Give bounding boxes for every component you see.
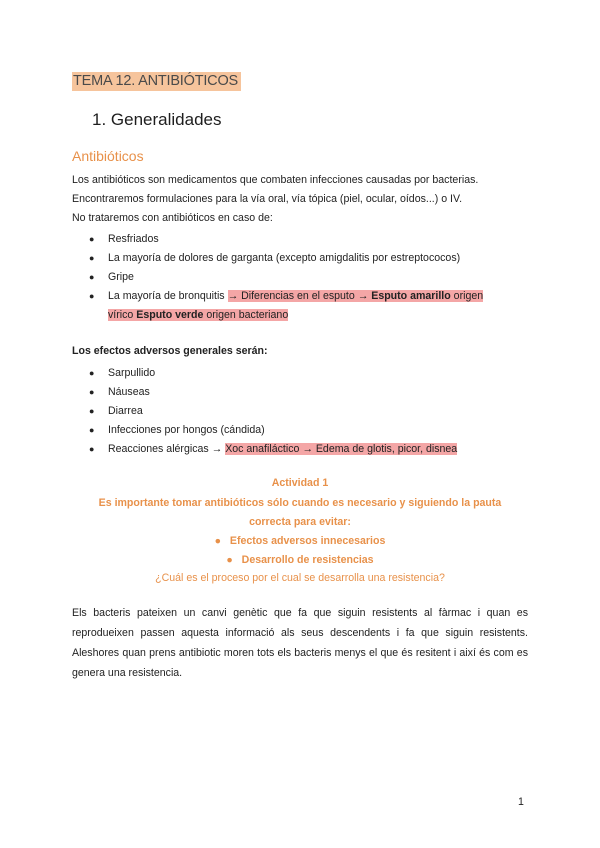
bullet-icon: ● xyxy=(89,387,95,397)
intro-paragraph xyxy=(72,171,478,228)
bullet-icon: ● xyxy=(89,425,95,435)
bullet-icon: ● xyxy=(226,554,233,566)
list-item: ● Diarrea xyxy=(88,402,457,421)
highlight: → Diferencias en el esputo → Esputo amarillo origen xyxy=(227,290,484,302)
highlight: Xoc anafiláctico → Edema de glotis, picor, disnea xyxy=(225,443,458,455)
list-item: ● La mayoría de dolores de garganta (excepto amigdalitis por estreptococos) xyxy=(88,249,483,268)
activity-question: ¿Cuál es el proceso por el cual se desarrolla una resistencia? xyxy=(155,572,445,584)
list-item: ● Resfriados xyxy=(88,230,483,249)
highlight: vírico Esputo verde origen bacteriano xyxy=(108,309,289,321)
list-item: ● Náuseas xyxy=(88,383,457,402)
list-item: ● Gripe xyxy=(88,268,483,287)
list-item: ● Reacciones alérgicas → Xoc anafiláctico → Edema de glotis, picor, disnea xyxy=(88,440,457,459)
intro-line: Los antibióticos son medicamentos que combaten infecciones causadas por bacterias. xyxy=(72,174,479,186)
list-item: ● La mayoría de bronquitis → Diferencias en el esputo → Esputo amarillo origen xyxy=(88,287,483,306)
bullet-icon: ● xyxy=(89,444,95,454)
bullet-icon: ● xyxy=(89,234,95,244)
intro-line: Encontraremos formulaciones para la vía oral, vía tópica (piel, ocular, oídos...) o IV. xyxy=(72,193,463,205)
intro-line: No trataremos con antibióticos en caso de: xyxy=(72,212,273,224)
subheading: Antibióticos xyxy=(72,148,144,164)
activity-title: Actividad 1 xyxy=(271,477,329,489)
page-title: TEMA 12. ANTIBIÓTICOS xyxy=(72,72,241,91)
bullet-icon: ● xyxy=(89,253,95,263)
bullet-icon: ● xyxy=(89,272,95,282)
page-number: 1 xyxy=(518,796,524,808)
adverse-heading: Los efectos adversos generales serán: xyxy=(72,345,268,357)
activity-line: correcta para evitar: xyxy=(249,516,351,528)
bullet-icon: ● xyxy=(214,535,222,547)
bullet-icon: ● xyxy=(89,368,95,378)
adverse-list xyxy=(88,364,457,459)
activity-bullet: ● Efectos adversos innecesarios xyxy=(214,535,386,547)
bullet-icon: ● xyxy=(89,406,95,416)
activity-bullet: ● Desarrollo de resistencias xyxy=(226,554,374,566)
list-item: ● Sarpullido xyxy=(88,364,457,383)
list-item-continuation xyxy=(88,306,483,325)
no-treat-list xyxy=(88,230,483,325)
bullet-icon: ● xyxy=(89,291,95,301)
section-heading: 1. Generalidades xyxy=(92,110,222,129)
list-item: ● Infecciones por hongos (cándida) xyxy=(88,421,457,440)
answer-paragraph: Els bacteris pateixen un canvi genètic que fa que siguin resistents al fàrmac i quan es reprodueixen passen aquesta informació als seus descendents i fa que siguin resistents. Aleshores quan prens antibiotic moren tots els bacteris menys el que és resitent i així és com es genera una resistencia. xyxy=(72,607,528,679)
activity-line: Es importante tomar antibióticos sólo cuando es necesario y siguiendo la pauta xyxy=(98,497,502,509)
